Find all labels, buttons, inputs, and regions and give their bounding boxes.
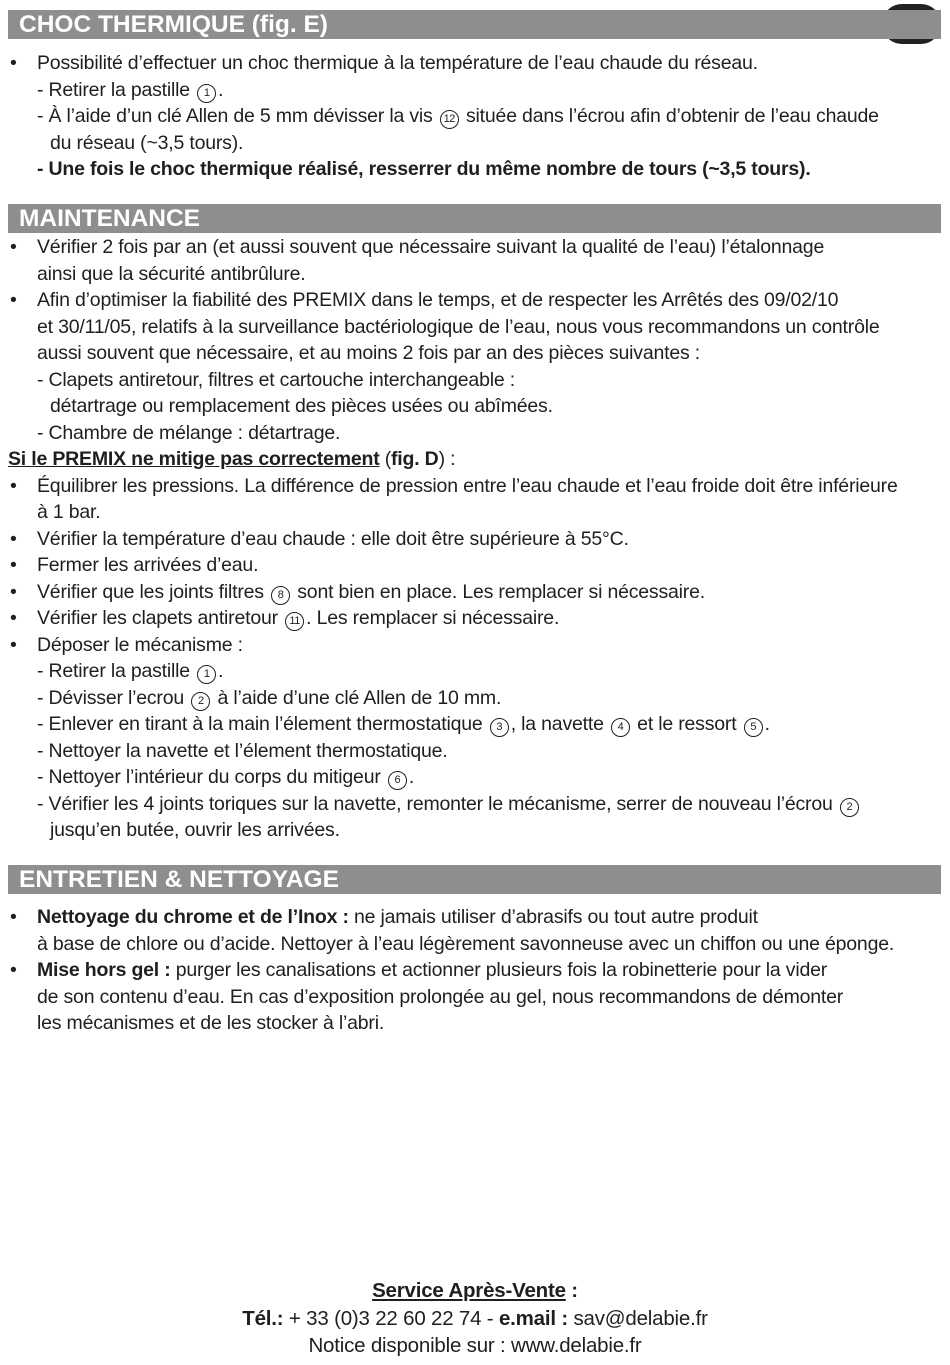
disassembly-step-1: - Retirer la pastille 1 . bbox=[37, 660, 224, 682]
footer-contact-line: Tél.: + 33 (0)3 22 60 22 74 - e.mail : sav@delabie.fr bbox=[242, 1306, 708, 1330]
choc-step-1: - Retirer la pastille 1 . bbox=[37, 78, 224, 101]
entretien-bullet-2-cont: de son contenu d’eau. En cas d’exposition prolongée au gel, nous recommandons de démonter bbox=[37, 985, 844, 1008]
bullet-marker: • bbox=[10, 959, 17, 981]
maint-bullet-2-cont: aussi souvent que nécessaire, et au moins 2 fois par an des pièces suivantes : bbox=[37, 342, 700, 364]
bullet-marker: • bbox=[10, 474, 17, 497]
footer-service-heading: Service Après-Vente : bbox=[372, 1279, 578, 1302]
part-number-callout: 11 bbox=[285, 612, 304, 631]
part-number-callout: 2 bbox=[191, 692, 210, 711]
check-bullet-3: • Fermer les arrivées d’eau. bbox=[0, 552, 950, 579]
check-bullet-6: • Déposer le mécanisme : bbox=[0, 632, 950, 659]
maint-bullet-1: • Vérifier 2 fois par an (et aussi souvent que nécessaire suivant la qualité de l’eau) l’étalonnage bbox=[0, 234, 950, 261]
footer-notice: Notice disponible sur : www.delabie.fr bbox=[308, 1334, 642, 1357]
check-bullet-1: • Équilibrer les pressions. La différence de pression entre l’eau chaude et l’eau froide doit être inférieure bbox=[0, 473, 950, 500]
entretien-bullet-2: • Mise hors gel : purger les canalisations et actionner plusieurs fois la robinetterie pour la vider bbox=[0, 957, 950, 984]
part-number-callout: 12 bbox=[440, 110, 459, 129]
bullet-marker: • bbox=[10, 289, 17, 311]
part-number-callout: 1 bbox=[197, 84, 216, 103]
part-number-callout: 5 bbox=[744, 718, 763, 737]
part-number-callout: 3 bbox=[490, 718, 509, 737]
part-number-callout: 1 bbox=[197, 665, 216, 684]
check-bullet-5: • Vérifier les clapets antiretour 11 . Les remplacer si nécessaire. bbox=[0, 605, 950, 632]
entretien-bullet-1: • Nettoyage du chrome et de l’Inox : ne jamais utiliser d’abrasifs ou tout autre produit bbox=[0, 904, 950, 931]
choc-step-2-cont: du réseau (~3,5 tours). bbox=[50, 131, 244, 154]
section-entretien bbox=[0, 904, 950, 1037]
disassembly-step-5: - Nettoyer l’intérieur du corps du mitigeur 6 . bbox=[37, 766, 415, 788]
footer-contact bbox=[0, 1277, 950, 1360]
bullet-marker: • bbox=[10, 906, 17, 928]
disassembly-step-2: - Dévisser l’ecrou 2 à l’aide d’une clé Allen de 10 mm. bbox=[37, 686, 502, 709]
maint-bullet-2: • Afin d’optimiser la fiabilité des PREMIX dans le temps, et de respecter les Arrêtés des 09/02/10 bbox=[0, 287, 950, 314]
disassembly-step-4: - Nettoyer la navette et l’élement thermostatique. bbox=[37, 739, 448, 762]
disassembly-step-6: - Vérifier les 4 joints toriques sur la navette, remonter le mécanisme, serrer de nouveau l’écrou 2 bbox=[0, 791, 950, 818]
bullet-marker: • bbox=[10, 633, 17, 656]
section-header-maintenance: MAINTENANCE bbox=[8, 204, 941, 233]
section-maintenance bbox=[0, 234, 950, 844]
maint-bullet-2-cont: et 30/11/05, relatifs à la surveillance bactériologique de l’eau, nous vous recommandons un contrôle bbox=[37, 315, 880, 338]
section-header-entretien: ENTRETIEN & NETTOYAGE bbox=[8, 865, 941, 894]
choc-bullet-1: • Possibilité d’effectuer un choc thermique à la température de l’eau chaude du réseau. bbox=[0, 50, 950, 77]
maint-dash-1: - Clapets antiretour, filtres et cartouche interchangeable : bbox=[37, 368, 515, 391]
maint-bullet-1-cont: ainsi que la sécurité antibrûlure. bbox=[37, 262, 306, 285]
choc-warning: - Une fois le choc thermique réalisé, resserrer du même nombre de tours (~3,5 tours). bbox=[37, 158, 811, 180]
maint-subheading: Si le PREMIX ne mitige pas correctement (fig. D) : bbox=[8, 448, 456, 470]
part-number-callout: 8 bbox=[271, 586, 290, 605]
choc-step-2: - À l’aide d’un clé Allen de 5 mm dévisser la vis 12 située dans l’écrou afin d’obtenir de l’eau chaude bbox=[37, 105, 879, 127]
part-number-callout: 4 bbox=[611, 718, 630, 737]
entretien-bullet-2-cont: les mécanismes et de les stocker à l’abri. bbox=[37, 1012, 385, 1034]
disassembly-step-6-cont: jusqu’en butée, ouvrir les arrivées. bbox=[50, 819, 340, 841]
maint-dash-2: - Chambre de mélange : détartrage. bbox=[37, 421, 341, 444]
disassembly-step-3: - Enlever en tirant à la main l’élement thermostatique 3 , la navette 4 et le ressort 5 . bbox=[37, 713, 770, 735]
check-bullet-4: • Vérifier que les joints filtres 8 sont bien en place. Les remplacer si nécessaire. bbox=[0, 579, 950, 606]
bullet-marker: • bbox=[10, 236, 17, 258]
footer-email: sav@delabie.fr bbox=[567, 1306, 708, 1330]
check-bullet-1-cont: à 1 bar. bbox=[37, 501, 101, 523]
part-number-callout: 6 bbox=[388, 771, 407, 790]
section-choc-thermique bbox=[0, 50, 950, 183]
entretien-bullet-1-cont: à base de chlore ou d’acide. Nettoyer à l’eau légèrement savonneuse avec un chiffon ou une éponge. bbox=[37, 932, 895, 955]
bullet-marker: • bbox=[10, 554, 17, 576]
check-bullet-2: • Vérifier la température d’eau chaude : elle doit être supérieure à 55°C. bbox=[0, 526, 950, 553]
bullet-marker: • bbox=[10, 580, 17, 603]
bullet-marker: • bbox=[10, 52, 17, 74]
part-number-callout: 2 bbox=[840, 798, 859, 817]
bullet-marker: • bbox=[10, 607, 17, 629]
bullet-marker: • bbox=[10, 527, 17, 550]
maint-dash-1-cont: détartrage ou remplacement des pièces usées ou abîmées. bbox=[50, 395, 553, 417]
section-header-choc-thermique: CHOC THERMIQUE (fig. E) bbox=[8, 10, 941, 39]
